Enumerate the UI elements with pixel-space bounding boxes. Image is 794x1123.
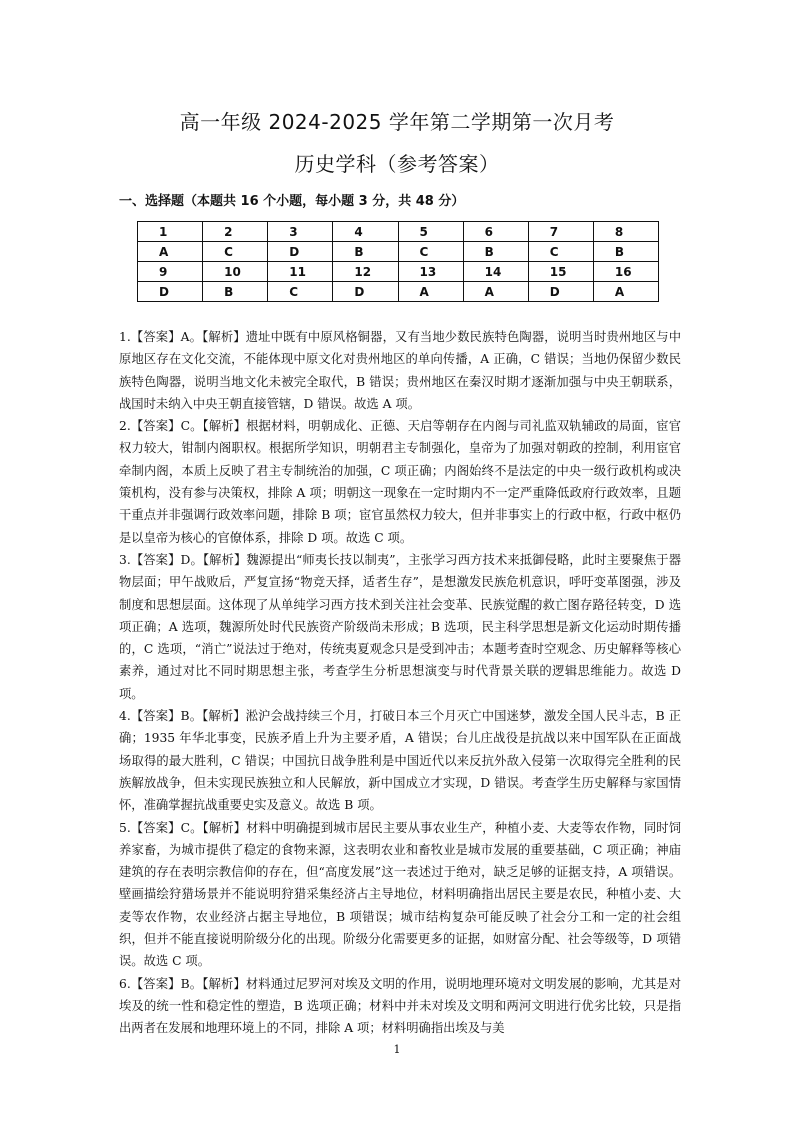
table-row [138,242,659,262]
table-cell: C [203,242,268,262]
table-cell: D [528,282,593,302]
table-cell: B [593,242,658,262]
table-cell: D [138,282,203,302]
table-cell: 13 [398,262,463,282]
table-cell: B [333,242,398,262]
table-row [138,262,659,282]
table-cell: D [268,242,333,262]
table-cell: 4 [333,222,398,242]
table-cell: C [398,242,463,262]
table-cell: D [333,282,398,302]
table-cell: 5 [398,222,463,242]
table-cell: 1 [138,222,203,242]
answer-table [137,221,659,302]
table-cell: C [268,282,333,302]
table-cell: 9 [138,262,203,282]
table-cell: 6 [463,222,528,242]
table-cell: 14 [463,262,528,282]
table-cell: 7 [528,222,593,242]
explanation-paragraph: 1.【答案】A。【解析】遗址中既有中原风格铜器，又有当地少数民族特色陶器，说明当时贵州地区与中原地区存在文化交流，不能体现中原文化对贵州地区的单向传播，A 正确，C 错误；当地仍保留少数民族特色陶器，说明当地文化未被完全取代，B 错误；贵州地区在秦汉时期才逐渐加强与中央王朝联系，战国时未纳入中央王朝直接管辖，D 错误。故选 A 项。 [119,330,681,411]
table-cell: 8 [593,222,658,242]
table-cell: 3 [268,222,333,242]
table-cell: A [593,282,658,302]
table-cell: 15 [528,262,593,282]
explanation-paragraph: 6.【答案】B。【解析】材料通过尼罗河对埃及文明的作用，说明地理环境对文明发展的影响，尤其是对埃及的统一性和稳定性的塑造，B 选项正确；材料中并未对埃及文明和两河文明进行优劣比较，只是指出两者在发展和地理环境上的不同，排除 A 项；材料明确指出埃及与美 [119,976,681,1036]
table-cell: B [463,242,528,262]
explanation-paragraph: 4.【答案】B。【解析】淞沪会战持续三个月，打破日本三个月灭亡中国迷梦，激发全国人民斗志，B 正确；1935 年华北事变，民族矛盾上升为主要矛盾，A 错误；台儿庄战役是抗战以来中国军队在正面战场取得的最大胜利，C 错误；中国抗日战争胜利是中国近代以来反抗外敌入侵第一次取得完全胜利的民族解放战争，但未实现民族独立和人民解放，新中国成立才实现，D 错误。考查学生历史解释与家国情怀，准确掌握抗战重要史实及意义。故选 B 项。 [119,709,681,813]
page-number: 1 [393,1043,401,1056]
table-cell: 10 [203,262,268,282]
table-row [138,222,659,242]
table-cell: A [463,282,528,302]
explanation-paragraph: 5.【答案】C。【解析】材料中明确提到城市居民主要从事农业生产，种植小麦、大麦等农作物，同时饲养家畜，为城市提供了稳定的食物来源，这表明农业和畜牧业是城市发展的重要基础，C 项正确；神庙建筑的存在表明宗教信仰的存在，但“高度发展”这一表述过于绝对，缺乏足够的证据支持，A 项错误。壁画描绘狩猎场景并不能说明狩猎采集经济占主导地位，材料明确指出居民主要是农民，种植小麦、大麦等农作物，农业经济占据主导地位，B 项错误；城市结构复杂可能反映了社会分工和一定的社会组织，但并不能直接说明阶级分化的出现。阶级分化需要更多的证据，如财富分配、社会等级等，D 项错误。故选 C 项。 [119,820,681,969]
table-cell: B [203,282,268,302]
document-subtitle: 历史学科（参考答案） [294,152,500,176]
explanation-paragraph: 3.【答案】D。【解析】魏源提出“师夷长技以制夷”，主张学习西方技术来抵御侵略，此时主要聚焦于器物层面；甲午战败后，严复宣扬“物竞天择，适者生存”，是想激发民族危机意识，呼吁变革图强，涉及制度和思想层面。这体现了从单纯学习西方技术到关注社会变革、民族觉醒的救亡图存路径转变，D 选项正确；A 选项，魏源所处时代民族资产阶级尚未形成；B 选项，民主科学思想是新文化运动时期传播的，C 选项，“消亡”说法过于绝对，传统夷夏观念只是受到冲击；本题考查时空观念、历史解释等核心素养，通过对比不同时期思想主张，考查学生分析思想演变与时代背景关联的逻辑思维能力。故选 D 项。 [119,552,681,701]
document-title: 高一年级 2024-2025 学年第二学期第一次月考 [179,110,615,134]
table-cell: 12 [333,262,398,282]
table-cell: C [528,242,593,262]
table-row [138,282,659,302]
table-cell: 16 [593,262,658,282]
explanations [119,326,681,1040]
table-cell: 2 [203,222,268,242]
table-cell: A [398,282,463,302]
table-cell: 11 [268,262,333,282]
table-cell: A [138,242,203,262]
section-heading: 一、选择题（本题共 16 个小题，每小题 3 分，共 48 分） [119,194,465,209]
explanation-paragraph: 2.【答案】C。【解析】根据材料，明朝成化、正德、天启等朝存在内阁与司礼监双轨辅政的局面，宦官权力较大，钳制内阁职权。根据所学知识，明朝君主专制强化，皇帝为了加强对朝政的控制，利用宦官牵制内阁，本质上反映了君主专制统治的加强，C 项正确；内阁始终不是法定的中央一级行政机构或决策机构，没有参与决策权，排除 A 项；明朝这一现象在一定时期内不一定严重降低政府行政效率，且题干重点并非强调行政效率问题，排除 B 项；宦官虽然权力较大，但并非事实上的行政中枢，行政中枢仍是以皇帝为核心的官僚体系，排除 D 项。故选 C 项。 [119,419,681,545]
